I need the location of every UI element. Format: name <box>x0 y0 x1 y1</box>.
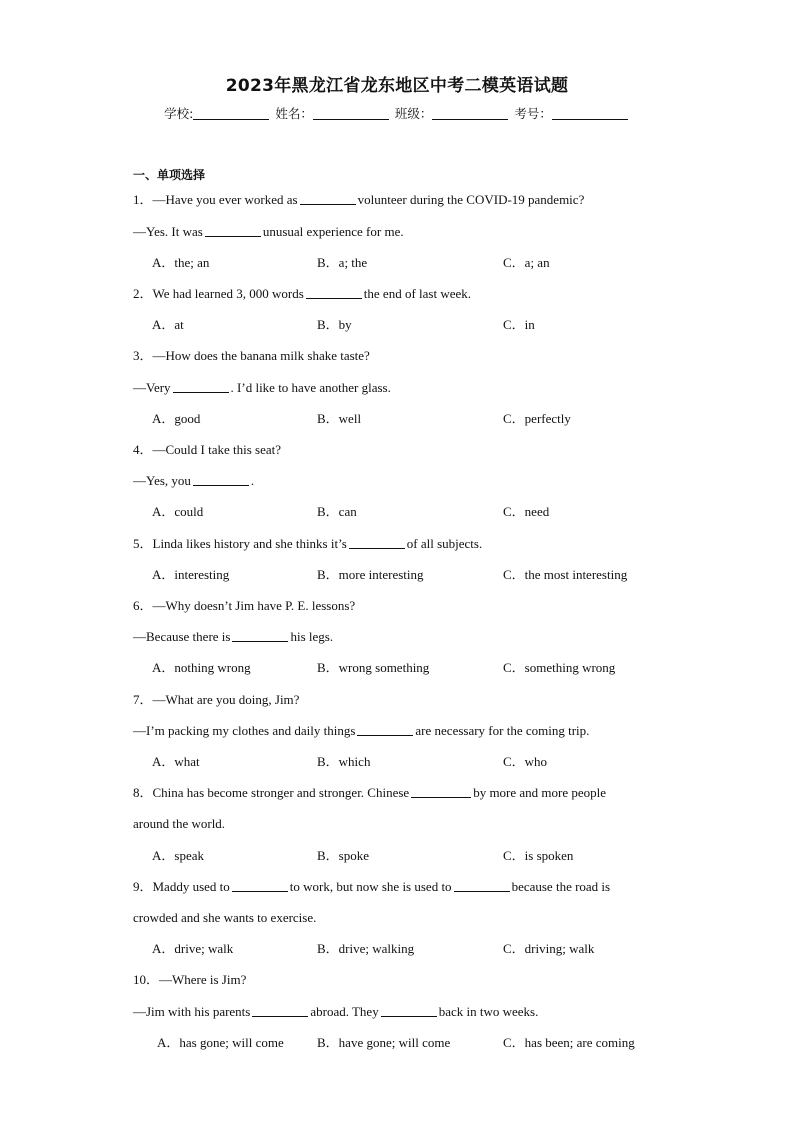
answer-blank <box>349 537 405 549</box>
question-1-option-b[interactable]: B．a; the <box>317 255 368 270</box>
answer-blank <box>193 474 249 486</box>
question-4-option-c[interactable]: C．need <box>503 504 550 519</box>
question-2-option-c[interactable]: C．in <box>503 317 535 332</box>
question-8-option-b[interactable]: B．spoke <box>317 848 370 863</box>
question-9-option-b[interactable]: B．drive; walking <box>317 941 415 956</box>
question-5-option-a[interactable]: A．interesting <box>152 567 230 582</box>
question-10-line-2: —Jim with his parents abroad. They back in two weeks. <box>133 1004 539 1019</box>
question-6-line-2: —Because there is his legs. <box>133 629 334 644</box>
question-6-option-a[interactable]: A．nothing wrong <box>152 660 251 675</box>
class-label: 班级： <box>394 106 433 121</box>
student-info-line <box>0 104 794 122</box>
class-blank[interactable] <box>432 107 508 120</box>
question-5-line-1: 5．Linda likes history and she thinks it’s of all subjects. <box>133 536 483 551</box>
question-1-line-2: —Yes. It was unusual experience for me. <box>133 224 404 239</box>
answer-blank <box>205 225 261 237</box>
question-8-line-2: around the world. <box>133 816 226 831</box>
question-6-line-1: 6．—Why doesn’t Jim have P. E. lessons? <box>133 598 356 613</box>
name-label: 姓名： <box>275 106 313 121</box>
question-10-option-c[interactable]: C．has been; are coming <box>503 1035 635 1050</box>
question-4-option-b[interactable]: B．can <box>317 504 357 519</box>
answer-blank <box>173 381 229 393</box>
question-7-option-c[interactable]: C．who <box>503 754 548 769</box>
question-9-line-2: crowded and she wants to exercise. <box>133 910 317 925</box>
answer-blank <box>411 786 471 798</box>
page-title: 2023年黑龙江省龙东地区中考二模英语试题 <box>225 76 569 96</box>
school-label: 学校: <box>164 106 194 121</box>
question-7-line-2: —I’m packing my clothes and daily things are necessary for the coming trip. <box>133 723 590 738</box>
question-7-line-1: 7．—What are you doing, Jim? <box>133 692 300 707</box>
question-4-option-a[interactable]: A．could <box>152 504 204 519</box>
question-2-option-a[interactable]: A．at <box>152 317 184 332</box>
answer-blank <box>252 1005 308 1017</box>
question-2-line-1: 2．We had learned 3, 000 words the end of last week. <box>133 286 472 301</box>
question-1-line-1: 1．—Have you ever worked as volunteer during the COVID-19 pandemic? <box>133 192 585 207</box>
exam-number-label: 考号： <box>514 106 552 121</box>
question-3-option-c[interactable]: C．perfectly <box>503 411 571 426</box>
answer-blank <box>232 630 288 642</box>
question-9-option-a[interactable]: A．drive; walk <box>152 941 234 956</box>
answer-blank <box>300 193 356 205</box>
question-10-option-a[interactable]: A．has gone; will come <box>157 1035 284 1050</box>
question-4-line-1: 4．—Could I take this seat? <box>133 442 282 457</box>
school-blank[interactable] <box>193 107 269 120</box>
question-1-option-a[interactable]: A．the; an <box>152 255 210 270</box>
question-9-line-1: 9．Maddy used to to work, but now she is used to because the road is <box>133 879 611 894</box>
question-5-option-c[interactable]: C．the most interesting <box>503 567 628 582</box>
answer-blank <box>454 880 510 892</box>
exam-number-blank[interactable] <box>552 107 628 120</box>
question-4-line-2: —Yes, you . <box>133 473 255 488</box>
question-7-option-b[interactable]: B．which <box>317 754 371 769</box>
question-6-option-c[interactable]: C．something wrong <box>503 660 616 675</box>
question-2-option-b[interactable]: B．by <box>317 317 352 332</box>
name-blank[interactable] <box>313 107 389 120</box>
question-3-option-b[interactable]: B．well <box>317 411 362 426</box>
section-heading: 一、单项选择 <box>133 168 206 182</box>
question-1-option-c[interactable]: C．a; an <box>503 255 550 270</box>
question-10-option-b[interactable]: B．have gone; will come <box>317 1035 451 1050</box>
question-7-option-a[interactable]: A．what <box>152 754 200 769</box>
question-10-line-1: 10．—Where is Jim? <box>133 972 247 987</box>
question-9-option-c[interactable]: C．driving; walk <box>503 941 595 956</box>
answer-blank <box>232 880 288 892</box>
answer-blank <box>306 287 362 299</box>
question-8-option-c[interactable]: C．is spoken <box>503 848 574 863</box>
answer-blank <box>357 724 413 736</box>
question-3-line-2: —Very . I’d like to have another glass. <box>133 380 391 395</box>
question-3-option-a[interactable]: A．good <box>152 411 201 426</box>
question-6-option-b[interactable]: B．wrong something <box>317 660 430 675</box>
question-8-line-1: 8．China has become stronger and stronger. Chinese by more and more people <box>133 785 607 800</box>
question-5-option-b[interactable]: B．more interesting <box>317 567 424 582</box>
question-8-option-a[interactable]: A．speak <box>152 848 204 863</box>
question-3-line-1: 3．—How does the banana milk shake taste? <box>133 348 370 363</box>
answer-blank <box>381 1005 437 1017</box>
